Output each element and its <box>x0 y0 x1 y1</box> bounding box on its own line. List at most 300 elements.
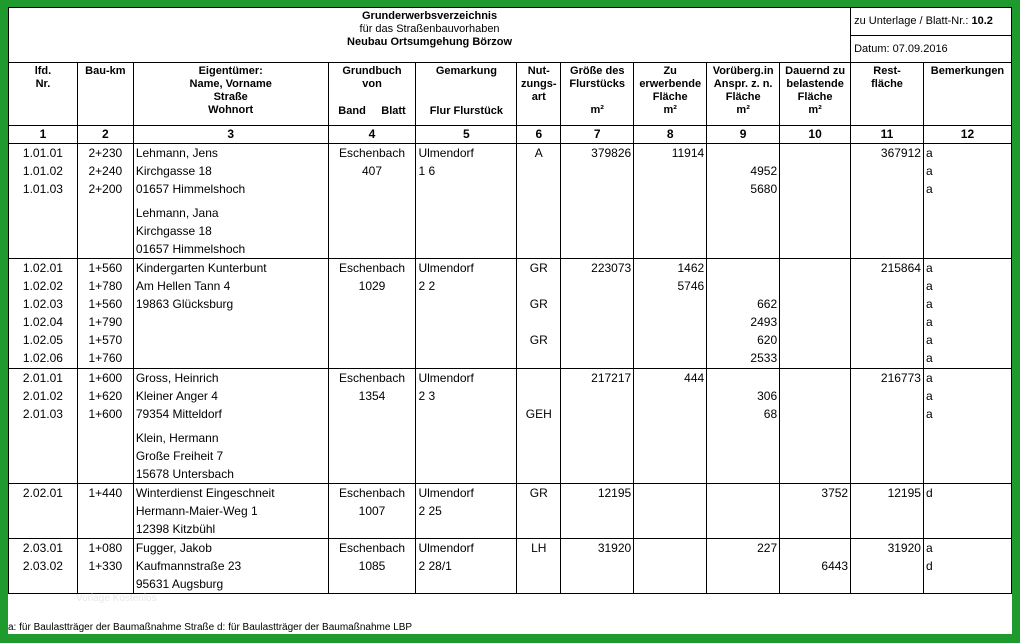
baukm-line: 2+240 <box>88 164 123 178</box>
document-title: Grunderwerbsverzeichnis <box>361 10 498 22</box>
baukm-line: 1+790 <box>88 315 123 329</box>
header-line: von <box>362 78 382 90</box>
gemarkung-line: 2 2 <box>418 279 436 293</box>
restflaeche-line: 367912 <box>880 146 921 160</box>
grunderwerb-table <box>8 7 1012 594</box>
baukm-line: 1+560 <box>88 261 123 275</box>
groesse-line: 379826 <box>591 146 632 160</box>
owner-line: 15678 Untersbach <box>135 467 234 481</box>
owner-line: Hermann-Maier-Weg 1 <box>135 504 258 518</box>
header-line: Nut- <box>527 65 550 77</box>
nutzungsart-line <box>519 277 558 295</box>
lfd-line: 1.01.01 <box>22 146 63 160</box>
grundbuch-line: 407 <box>362 164 383 178</box>
nutzungsart-line: GR <box>529 333 548 347</box>
document-header <box>9 8 851 63</box>
grundbuch-line: Eschenbach <box>338 541 406 555</box>
bemerkung-line: a <box>925 407 933 421</box>
header-line: zungs- <box>521 78 557 90</box>
dauernd-line <box>782 539 848 557</box>
groesse-line <box>563 180 631 198</box>
baukm-line: 1+760 <box>88 351 123 365</box>
groesse-line <box>563 277 631 295</box>
groesse-line <box>563 349 631 367</box>
col-erwerb-header <box>634 63 707 126</box>
baukm-line: 1+600 <box>88 407 123 421</box>
bemerkung-line: a <box>925 164 933 178</box>
nutzungsart-line <box>519 557 558 575</box>
groesse-line <box>563 331 631 349</box>
grundbuch-band: Band <box>338 105 366 117</box>
voruebergehend-line: 4952 <box>750 164 778 178</box>
col-dauernd-header <box>780 63 851 126</box>
nutzungsart-line <box>519 180 558 198</box>
lfd-cell <box>9 259 78 369</box>
erwerb-line: 1462 <box>677 261 705 275</box>
grundbuch-cell <box>328 144 416 259</box>
column-number: 4 <box>328 126 416 144</box>
erwerb-cell <box>634 259 707 369</box>
restflaeche-cell <box>851 539 924 594</box>
grundbuch-line: Eschenbach <box>338 486 406 500</box>
header-line: erwerbende <box>639 78 702 90</box>
restflaeche-line <box>853 295 921 313</box>
nutzungsart-cell <box>517 259 561 369</box>
header-line: Nr. <box>35 78 51 90</box>
dauernd-line <box>782 162 848 180</box>
erwerb-line <box>636 484 704 502</box>
bemerkung-cell <box>923 539 1011 594</box>
erwerb-line <box>636 180 704 198</box>
owner-cell <box>133 144 328 259</box>
header-line: Bau-km <box>85 65 126 77</box>
voruebergehend-line: 2493 <box>750 315 778 329</box>
unterlage-cell <box>851 8 1012 36</box>
baukm-cell <box>77 539 133 594</box>
nutzungsart-line <box>519 387 558 405</box>
nutzungsart-cell <box>517 144 561 259</box>
baukm-line: 1+330 <box>88 559 123 573</box>
groesse-line <box>563 557 631 575</box>
grundbuch-line: 1085 <box>358 559 386 573</box>
lfd-line: 2.01.03 <box>22 407 63 421</box>
nutzungsart-cell <box>517 484 561 539</box>
owner-line: Kirchgasse 18 <box>135 224 212 238</box>
gemarkung-line: 2 28/1 <box>418 559 452 573</box>
voruebergehend-line <box>709 144 777 162</box>
header-line: Rest- <box>873 65 901 77</box>
voruebergehend-cell <box>707 539 780 594</box>
document-subtitle: für das Straßenbauvorhaben <box>359 23 500 35</box>
lfd-cell <box>9 539 78 594</box>
dauernd-line: 6443 <box>821 559 849 573</box>
gemarkung-cell <box>416 259 517 369</box>
column-number: 5 <box>416 126 517 144</box>
grundbuch-line: Eschenbach <box>338 261 406 275</box>
restflaeche-line <box>853 349 921 367</box>
baukm-cell <box>77 484 133 539</box>
dauernd-line <box>782 349 848 367</box>
header-line: Flurstücks <box>569 78 626 90</box>
header-line: lfd. <box>34 65 52 77</box>
owner-line: Lehmann, Jens <box>135 146 218 160</box>
grundbuch-cell <box>328 484 416 539</box>
column-number: 6 <box>517 126 561 144</box>
voruebergehend-line <box>709 277 777 295</box>
lfd-line: 2.02.01 <box>22 486 63 500</box>
voruebergehend-cell <box>707 259 780 369</box>
bemerkung-line: a <box>925 279 933 293</box>
restflaeche-line <box>853 387 921 405</box>
baukm-line: 1+780 <box>88 279 123 293</box>
voruebergehend-line: 5680 <box>750 182 778 196</box>
table-row <box>9 369 1012 484</box>
erwerb-line <box>636 162 704 180</box>
restflaeche-cell <box>851 259 924 369</box>
lfd-line: 2.01.02 <box>22 389 63 403</box>
erwerb-line <box>636 539 704 557</box>
dauernd-line <box>782 387 848 405</box>
table-row <box>9 144 1012 259</box>
nutzungsart-line: GR <box>529 261 548 275</box>
bemerkung-line: a <box>925 389 933 403</box>
voruebergehend-line: 227 <box>757 541 778 555</box>
gemarkung-title: Gemarkung <box>435 65 497 77</box>
col-groesse-header <box>561 63 634 126</box>
header-line: Anspr. z. n. <box>713 78 773 90</box>
owner-line: Kindergarten Kunterbunt <box>135 261 267 275</box>
groesse-line: 217217 <box>591 371 632 385</box>
col-gemarkung-header <box>416 63 517 126</box>
dauernd-line <box>782 331 848 349</box>
owner-line: Fugger, Jakob <box>135 541 212 555</box>
owner-line: Kirchgasse 18 <box>135 164 212 178</box>
header-line: Vorüberg.in <box>712 65 774 77</box>
col-lfd-header <box>9 63 78 126</box>
nutzungsart-line: A <box>534 146 543 160</box>
grundbuch-blatt: Blatt <box>381 105 406 117</box>
nutzungsart-cell <box>517 539 561 594</box>
gemarkung-line: 1 6 <box>418 164 436 178</box>
owner-line: 12398 Kitzbühl <box>135 522 216 536</box>
header-line: Name, Vorname <box>189 78 272 90</box>
unterlage-value: 10.2 <box>971 15 993 28</box>
lfd-line: 1.02.05 <box>22 333 63 347</box>
nutzungsart-line: GR <box>529 486 548 500</box>
datum-label: Datum: <box>854 42 890 55</box>
dauernd-line <box>782 313 848 331</box>
gemarkung-line: Ulmendorf <box>418 261 474 275</box>
grundbuch-line: 1029 <box>358 279 386 293</box>
grundbuch-title <box>331 65 414 91</box>
header-line: Grundbuch <box>342 65 402 77</box>
column-header-row <box>9 63 1012 126</box>
dauernd-line: 3752 <box>821 486 849 500</box>
dauernd-cell <box>780 539 851 594</box>
restflaeche-line <box>853 331 921 349</box>
restflaeche-line <box>853 162 921 180</box>
header-line: Fläche <box>652 91 688 103</box>
groesse-cell <box>561 144 634 259</box>
gemarkung-line: Ulmendorf <box>418 371 474 385</box>
table-body <box>9 144 1012 594</box>
gemarkung-cell <box>416 484 517 539</box>
nutzungsart-line: GEH <box>525 407 552 421</box>
lfd-line: 1.01.02 <box>22 164 63 178</box>
restflaeche-line: 215864 <box>880 261 921 275</box>
groesse-line <box>563 295 631 313</box>
project-name: Neubau Ortsumgehung Börzow <box>347 36 513 48</box>
lfd-cell <box>9 144 78 259</box>
baukm-line: 1+560 <box>88 297 123 311</box>
dauernd-line <box>782 180 848 198</box>
column-number: 11 <box>851 126 924 144</box>
groesse-line: 223073 <box>591 261 632 275</box>
header-line: m² <box>590 104 604 116</box>
baukm-line: 1+440 <box>88 486 123 500</box>
restflaeche-line: 31920 <box>887 541 921 555</box>
erwerb-line <box>636 295 704 313</box>
lfd-line: 2.01.01 <box>22 371 63 385</box>
erwerb-line <box>636 387 704 405</box>
lfd-cell <box>9 484 78 539</box>
voruebergehend-line <box>709 557 777 575</box>
header-line: m² <box>808 104 822 116</box>
owner-line: 01657 Himmelshoch <box>135 242 246 256</box>
nutzungsart-line <box>519 349 558 367</box>
table-row <box>9 484 1012 539</box>
lfd-line: 1.02.01 <box>22 261 63 275</box>
restflaeche-line <box>853 557 921 575</box>
erwerb-line: 11914 <box>671 146 705 160</box>
owner-line: Gross, Heinrich <box>135 371 219 385</box>
bemerkung-cell <box>923 259 1011 369</box>
column-number: 8 <box>634 126 707 144</box>
erwerb-line <box>636 557 704 575</box>
gemarkung-cell <box>416 369 517 484</box>
erwerb-line: 444 <box>684 371 705 385</box>
header-line: art <box>531 91 546 103</box>
column-number: 2 <box>77 126 133 144</box>
dauernd-line <box>782 295 848 313</box>
header-line: Dauernd zu <box>785 65 846 77</box>
grundbuch-cell <box>328 259 416 369</box>
groesse-line <box>563 313 631 331</box>
grundbuch-sub <box>331 105 414 118</box>
dauernd-cell <box>780 144 851 259</box>
erwerb-line <box>636 331 704 349</box>
groesse-cell <box>561 539 634 594</box>
owner-line: Lehmann, Jana <box>135 206 219 220</box>
grundbuch-line: Eschenbach <box>338 371 406 385</box>
dauernd-line <box>782 277 848 295</box>
column-number: 7 <box>561 126 634 144</box>
voruebergehend-cell <box>707 144 780 259</box>
gemarkung-line: Ulmendorf <box>418 486 474 500</box>
gemarkung-cell <box>416 539 517 594</box>
bemerkung-cell <box>923 369 1011 484</box>
owner-line: 79354 Mitteldorf <box>135 407 222 421</box>
voruebergehend-line <box>709 369 777 387</box>
column-number: 12 <box>923 126 1011 144</box>
header-line: belastende <box>786 78 844 90</box>
owner-line: 19863 Glücksburg <box>135 297 234 311</box>
baukm-cell <box>77 259 133 369</box>
nutzungsart-line <box>519 313 558 331</box>
dauernd-line <box>782 369 848 387</box>
erwerb-cell <box>634 484 707 539</box>
header-line: Größe des <box>570 65 625 77</box>
groesse-line: 12195 <box>597 486 632 500</box>
table-row <box>9 259 1012 369</box>
header-line: fläche <box>871 78 903 90</box>
col-voruebergehend-header <box>707 63 780 126</box>
grundbuch-line: Eschenbach <box>338 146 406 160</box>
erwerb-cell <box>634 144 707 259</box>
lfd-line: 1.02.06 <box>22 351 63 365</box>
col-grundbuch-header <box>328 63 416 126</box>
owner-line: Kleiner Anger 4 <box>135 389 218 403</box>
nutzungsart-line: GR <box>529 297 548 311</box>
restflaeche-line <box>853 180 921 198</box>
voruebergehend-line: 68 <box>763 407 778 421</box>
owner-line: 01657 Himmelshoch <box>135 182 246 196</box>
lfd-cell <box>9 369 78 484</box>
gemarkung-line: Ulmendorf <box>418 541 474 555</box>
owner-cell <box>133 539 328 594</box>
gemarkung-cell <box>416 144 517 259</box>
nutzungsart-line <box>519 369 558 387</box>
header-line: Straße <box>213 91 248 103</box>
erwerb-line <box>636 349 704 367</box>
dauernd-cell <box>780 369 851 484</box>
gemarkung-line: 2 3 <box>418 389 436 403</box>
bemerkung-line: a <box>925 182 933 196</box>
voruebergehend-line: 2533 <box>750 351 778 365</box>
owner-line: Am Hellen Tann 4 <box>135 279 231 293</box>
restflaeche-cell <box>851 484 924 539</box>
owner-cell <box>133 369 328 484</box>
column-number-row <box>9 126 1012 144</box>
grundbuch-cell <box>328 539 416 594</box>
gemarkung-sub: Flur Flurstück <box>429 105 504 117</box>
voruebergehend-cell <box>707 484 780 539</box>
lfd-line: 1.02.02 <box>22 279 63 293</box>
header-line: Eigentümer: <box>198 65 263 77</box>
baukm-line: 1+620 <box>88 389 123 403</box>
erwerb-line <box>636 313 704 331</box>
dauernd-line <box>782 259 848 277</box>
header-line: Fläche <box>797 91 833 103</box>
grundbuch-line: 1007 <box>358 504 386 518</box>
restflaeche-line <box>853 313 921 331</box>
column-number: 3 <box>133 126 328 144</box>
dauernd-line <box>782 405 848 423</box>
lfd-line: 1.02.03 <box>22 297 63 311</box>
erwerb-line <box>636 405 704 423</box>
groesse-line <box>563 387 631 405</box>
bemerkung-line: d <box>925 486 933 500</box>
restflaeche-line: 216773 <box>880 371 921 385</box>
unterlage-label: zu Unterlage / Blatt-Nr.: <box>854 15 969 28</box>
bemerkung-cell <box>923 484 1011 539</box>
bemerkung-cell <box>923 144 1011 259</box>
datum-value: 07.09.2016 <box>892 42 948 55</box>
bemerkung-line: a <box>925 297 933 311</box>
col-eigentuemer-header <box>133 63 328 126</box>
dauernd-line <box>782 144 848 162</box>
nutzungsart-line <box>519 162 558 180</box>
baukm-line: 2+230 <box>88 146 123 160</box>
watermark: Vorlage Kostenlos <box>76 593 157 604</box>
header-line: Zu <box>663 65 677 77</box>
grundbuch-line: 1354 <box>358 389 386 403</box>
table-row <box>9 539 1012 594</box>
groesse-line <box>563 405 631 423</box>
baukm-line: 2+200 <box>88 182 123 196</box>
dauernd-cell <box>780 484 851 539</box>
header-line: Wohnort <box>208 104 254 116</box>
owner-line: Kaufmannstraße 23 <box>135 559 242 573</box>
voruebergehend-line <box>709 484 777 502</box>
groesse-cell <box>561 484 634 539</box>
footnote: a: für Baulastträger der Baumaßnahme Straße d: für Baulastträger der Baumaßnahme LBP <box>8 622 413 633</box>
restflaeche-cell <box>851 144 924 259</box>
bemerkung-line: a <box>925 315 933 329</box>
bemerkung-line: a <box>925 261 933 275</box>
bemerkung-line: a <box>925 333 933 347</box>
erwerb-line: 5746 <box>677 279 705 293</box>
datum-cell <box>851 35 1012 63</box>
gemarkung-line: 2 25 <box>418 504 442 518</box>
bemerkung-line: a <box>925 541 933 555</box>
owner-cell <box>133 259 328 369</box>
nutzungsart-cell <box>517 369 561 484</box>
voruebergehend-line: 306 <box>757 389 778 403</box>
header-line: Fläche <box>725 91 761 103</box>
owner-line: Winterdienst Eingeschneit <box>135 486 275 500</box>
lfd-line: 2.03.01 <box>22 541 63 555</box>
restflaeche-line <box>853 405 921 423</box>
column-number: 10 <box>780 126 851 144</box>
document-sheet <box>8 7 1012 634</box>
groesse-cell <box>561 369 634 484</box>
lfd-line: 1.02.04 <box>22 315 63 329</box>
column-number: 9 <box>707 126 780 144</box>
owner-line: 95631 Augsburg <box>135 577 224 591</box>
restflaeche-cell <box>851 369 924 484</box>
header-line: Bemerkungen <box>930 65 1005 77</box>
groesse-cell <box>561 259 634 369</box>
baukm-line: 1+570 <box>88 333 123 347</box>
bemerkung-line: a <box>925 371 933 385</box>
header-line <box>563 91 631 104</box>
col-restflaeche-header <box>851 63 924 126</box>
bemerkung-line: a <box>925 351 933 365</box>
col-nutzungsart-header <box>517 63 561 126</box>
restflaeche-line: 12195 <box>887 486 921 500</box>
erwerb-cell <box>634 369 707 484</box>
gemarkung-line: Ulmendorf <box>418 146 474 160</box>
erwerb-cell <box>634 539 707 594</box>
header-line: m² <box>663 104 677 116</box>
lfd-line: 2.03.02 <box>22 559 63 573</box>
dauernd-cell <box>780 259 851 369</box>
bemerkung-line: a <box>925 146 933 160</box>
baukm-cell <box>77 144 133 259</box>
voruebergehend-cell <box>707 369 780 484</box>
voruebergehend-line: 620 <box>757 333 778 347</box>
